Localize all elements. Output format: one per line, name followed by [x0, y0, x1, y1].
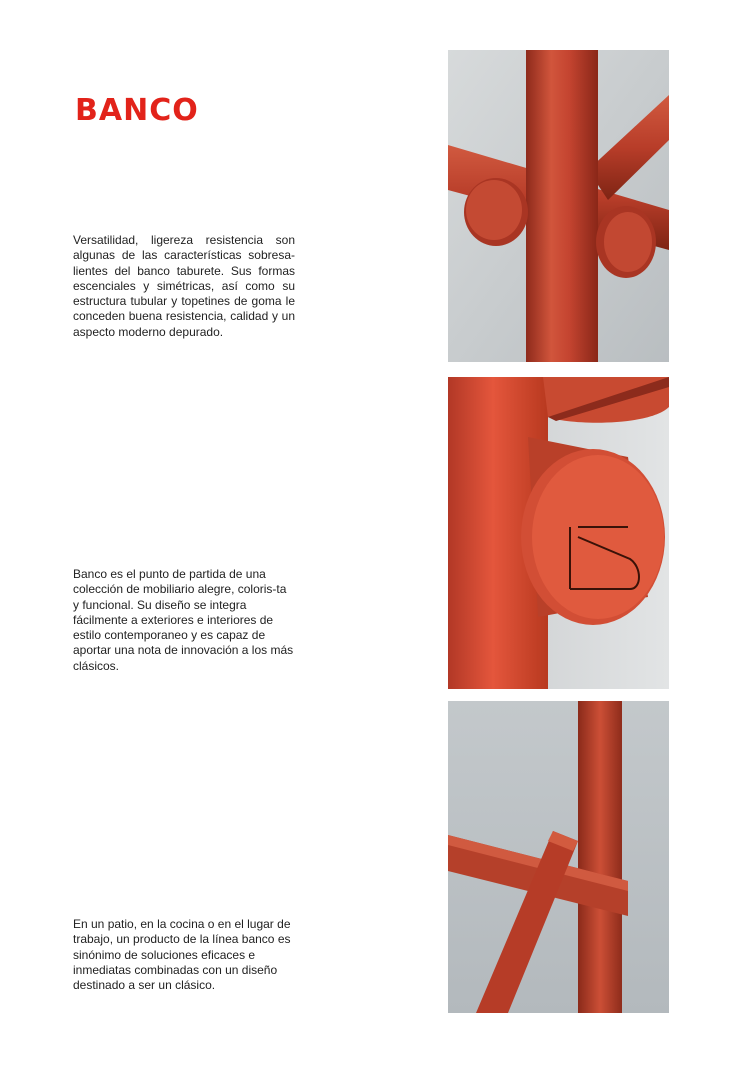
stool-frame-crossing-photo: [448, 701, 669, 1013]
stool-cap-logo-photo: [448, 377, 669, 689]
intro-paragraph: Versatilidad, ligereza resistencia son algunas de las características sobresa-lientes del banco taburete. Sus formas escenciales y simétricas, así como su estructura tubular y topetines de goma le conceden buena resistencia, calidad y un aspecto moderno depurado.: [73, 233, 295, 339]
collection-paragraph: Banco es el punto de partida de una colección de mobiliario alegre, coloris-ta y funcional. Su diseño se integra fácilmente a exteriores e interiores de estilo contemporaneo y es capaz de aportar una nota de innovación a los más clásicos.: [73, 567, 294, 673]
stool-joint-photo: [448, 50, 669, 362]
page-title: BANCO: [75, 93, 199, 128]
usage-paragraph: En un patio, en la cocina o en el lugar de trabajo, un producto de la línea banco es sinónimo de soluciones eficaces e inmediatas combinadas con un diseño destinado a ser un clásico.: [73, 917, 291, 993]
